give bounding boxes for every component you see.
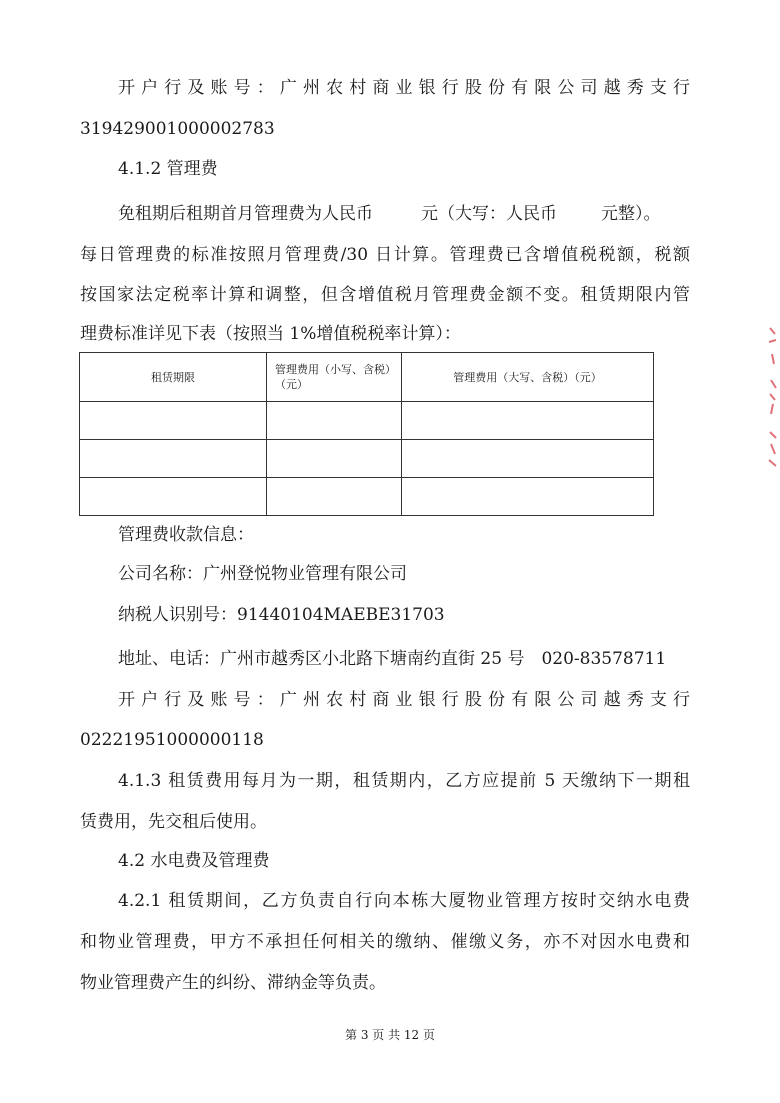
table-cell [80, 402, 267, 440]
section-412-heading: 4.1.2 管理费 [118, 159, 218, 179]
section-421-line-1: 4.2.1 租赁期间，乙方负责自行向本栋大厦物业管理方按时交纳水电费 [118, 891, 690, 911]
fee-text-b: 元（大写：人民币 [421, 204, 557, 224]
payee-title: 管理费收款信息： [118, 525, 254, 545]
section-412-line-3: 按国家法定税率计算和调整，但含增值税月管理费金额不变。租赁期限内管 [80, 285, 690, 305]
header-fee-uppercase: 管理费用（大写、含税）（元） [402, 353, 654, 402]
seal-fragment [766, 320, 780, 470]
table-row [80, 478, 654, 516]
payee-account: 02221951000000118 [80, 730, 264, 750]
table-cell [267, 402, 402, 440]
table-cell [80, 440, 267, 478]
fee-text-c: 元整）。 [601, 204, 661, 224]
page-footer: 第 3 页 共 12 页 [345, 1028, 435, 1042]
payee-company: 公司名称：广州登悦物业管理有限公司 [118, 564, 407, 584]
payee-address: 地址、电话：广州市越秀区小北路下塘南约直街 25 号 020-83578711 [118, 649, 667, 669]
section-42-heading: 4.2 水电费及管理费 [118, 851, 270, 871]
table-cell [402, 478, 654, 516]
table-row [80, 440, 654, 478]
section-412-line-2: 每日管理费的标准按照月管理费/30 日计算。管理费已含增值税税额，税额 [80, 245, 690, 265]
table-cell [80, 478, 267, 516]
header-lease-period: 租赁期限 [80, 353, 267, 402]
table-row [80, 402, 654, 440]
management-fee-first-month [118, 202, 690, 226]
table-cell [267, 440, 402, 478]
section-413-line-1: 4.1.3 租赁费用每月为一期，租赁期内，乙方应提前 5 天缴纳下一期租 [118, 771, 690, 791]
table-header-row [80, 353, 654, 402]
payee-bank-line: 开户行及账号：广州农村商业银行股份有限公司越秀支行 [118, 690, 690, 710]
payee-tax-id: 纳税人识别号：91440104MAEBE31703 [118, 605, 445, 625]
bank1-account: 319429001000002783 [80, 119, 275, 139]
section-413-line-2: 赁费用，先交租后使用。 [80, 812, 267, 832]
header-fee-lowercase: 管理费用（小写、含税）（元） [267, 353, 402, 402]
management-fee-table [79, 352, 654, 516]
table-cell [402, 402, 654, 440]
table-cell [402, 440, 654, 478]
table-cell [267, 478, 402, 516]
bank1-line: 开户行及账号：广州农村商业银行股份有限公司越秀支行 [118, 78, 690, 98]
section-421-line-3: 物业管理费产生的纠纷、滞纳金等负责。 [80, 973, 386, 993]
section-412-line-4: 理费标准详见下表（按照当 1%增值税税率计算）： [80, 324, 461, 344]
section-421-line-2: 和物业管理费，甲方不承担任何相关的缴纳、催缴义务，亦不对因水电费和 [80, 932, 690, 952]
fee-text-a: 免租期后租期首月管理费为人民币 [118, 204, 373, 224]
